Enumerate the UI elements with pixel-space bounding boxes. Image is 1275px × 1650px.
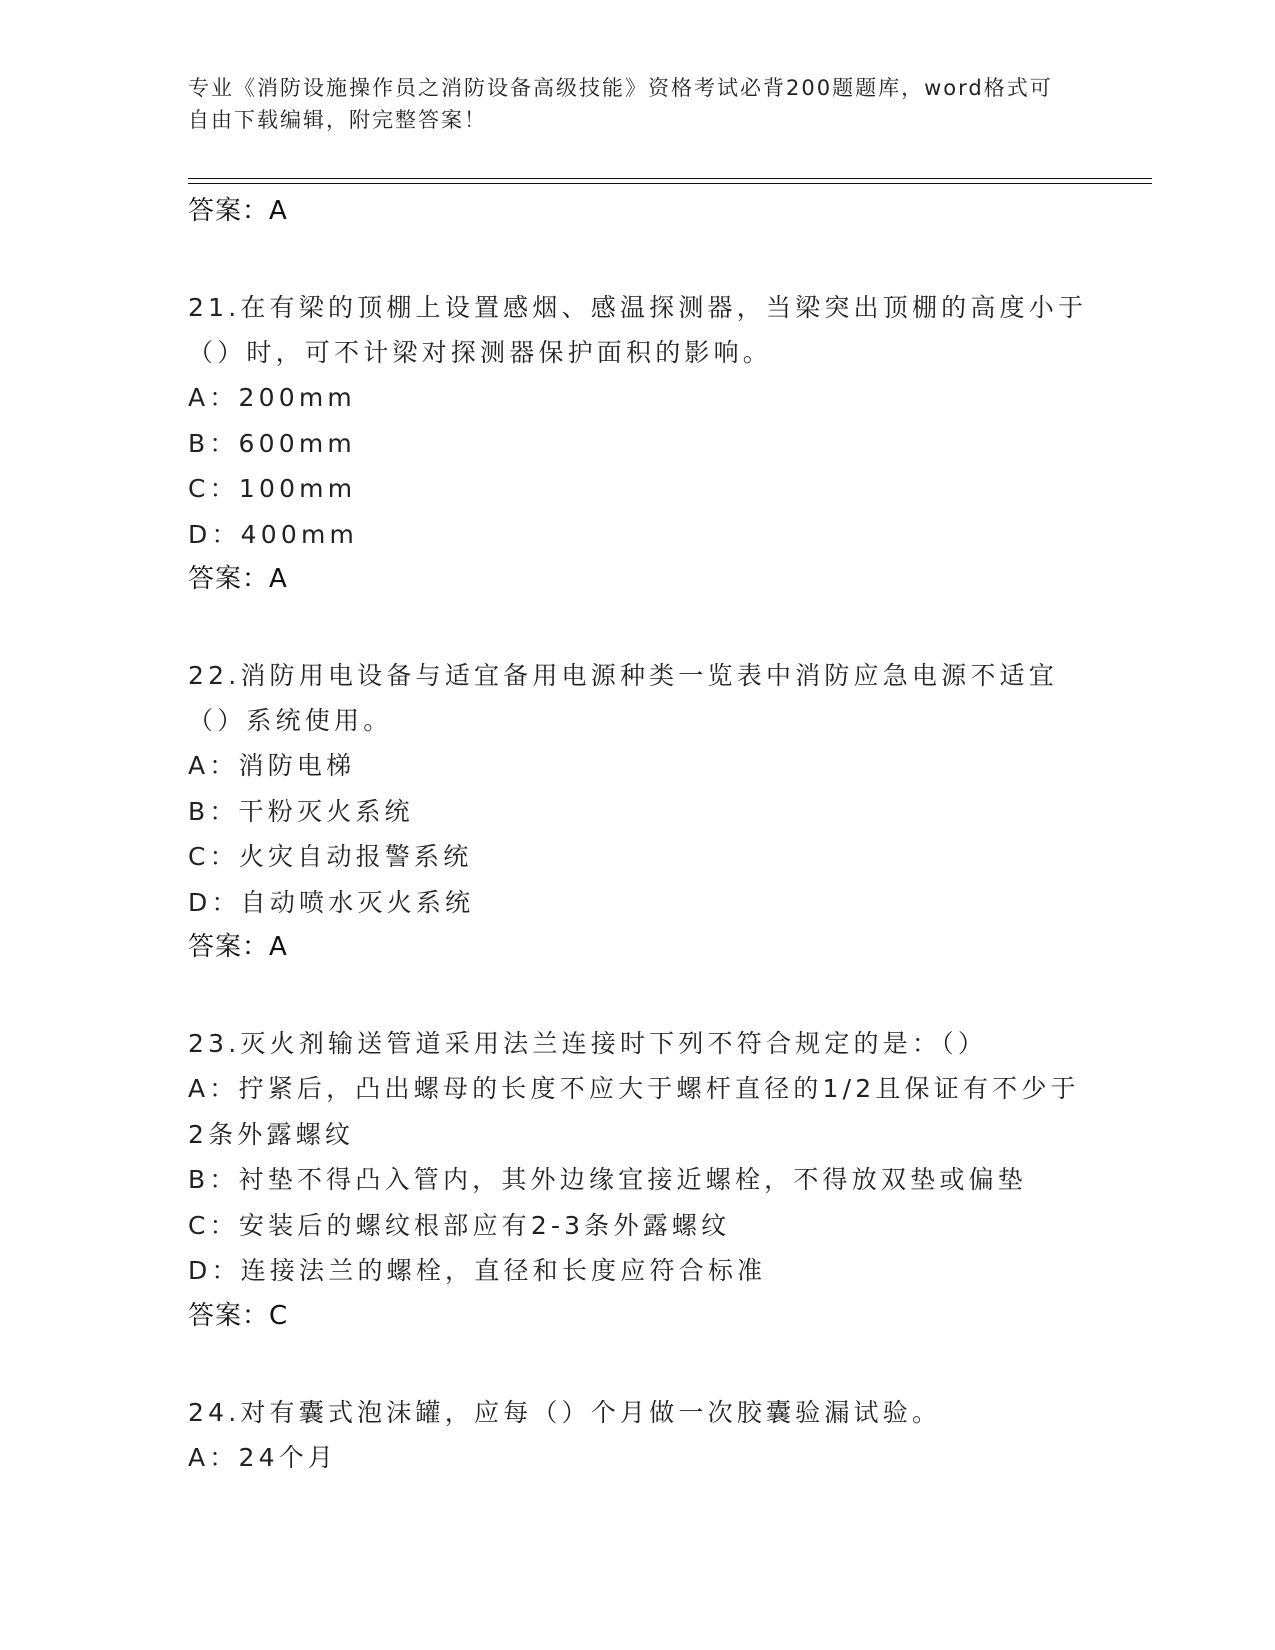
answer-line: 答案：A xyxy=(188,196,288,226)
question-23 xyxy=(188,1021,1088,1331)
option-d: D：400mm xyxy=(188,519,359,549)
answer-line: 答案：C xyxy=(188,1300,289,1331)
option-c: C：安装后的螺纹根部应有2-3条外露螺纹 xyxy=(188,1210,731,1240)
question-24 xyxy=(188,1390,1088,1481)
question-stem: 24.对有囊式泡沫罐，应每（）个月做一次胶囊验漏试验。 xyxy=(188,1397,942,1427)
question-stem: 21.在有梁的顶棚上设置感烟、感温探测器，当梁突出顶棚的高度小于（）时，可不计梁对探测器保护面积的影响。 xyxy=(188,293,1088,367)
option-b: B：衬垫不得凸入管内，其外边缘宜接近螺栓，不得放双垫或偏垫 xyxy=(188,1165,1027,1194)
option-a: A：拧紧后，凸出螺母的长度不应大于螺杆直径的1/2且保证有不少于2条外露螺纹 xyxy=(188,1074,1080,1149)
option-a: A：24个月 xyxy=(188,1442,338,1472)
option-d: D：连接法兰的螺栓，直径和长度应符合标准 xyxy=(188,1256,767,1285)
option-a: A：200mm xyxy=(188,383,356,412)
option-a: A：消防电梯 xyxy=(188,751,356,780)
option-b: B：干粉灭火系统 xyxy=(188,796,414,826)
option-c: C：100mm xyxy=(188,474,357,503)
question-22 xyxy=(188,653,1088,962)
header-divider-bottom xyxy=(188,183,1152,184)
question-list xyxy=(188,191,1088,1480)
question-stem: 23.灭火剂输送管道采用法兰连接时下列不符合规定的是：（） xyxy=(188,1029,988,1058)
option-d: D：自动喷水灭火系统 xyxy=(188,887,475,917)
option-c: C：火灾自动报警系统 xyxy=(188,842,473,871)
question-stem: 22.消防用电设备与适宜备用电源种类一览表中消防应急电源不适宜（）系统使用。 xyxy=(188,661,1058,735)
header-divider-top xyxy=(188,178,1152,179)
answer-line: 答案：A xyxy=(188,932,288,962)
question-21 xyxy=(188,285,1088,594)
option-b: B：600mm xyxy=(188,428,356,458)
document-header: 专业《消防设施操作员之消防设备高级技能》资格考试必背200题题库，word格式可自由下载编辑，附完整答案！ xyxy=(188,76,1053,132)
answer-line: 答案：A xyxy=(188,564,288,594)
